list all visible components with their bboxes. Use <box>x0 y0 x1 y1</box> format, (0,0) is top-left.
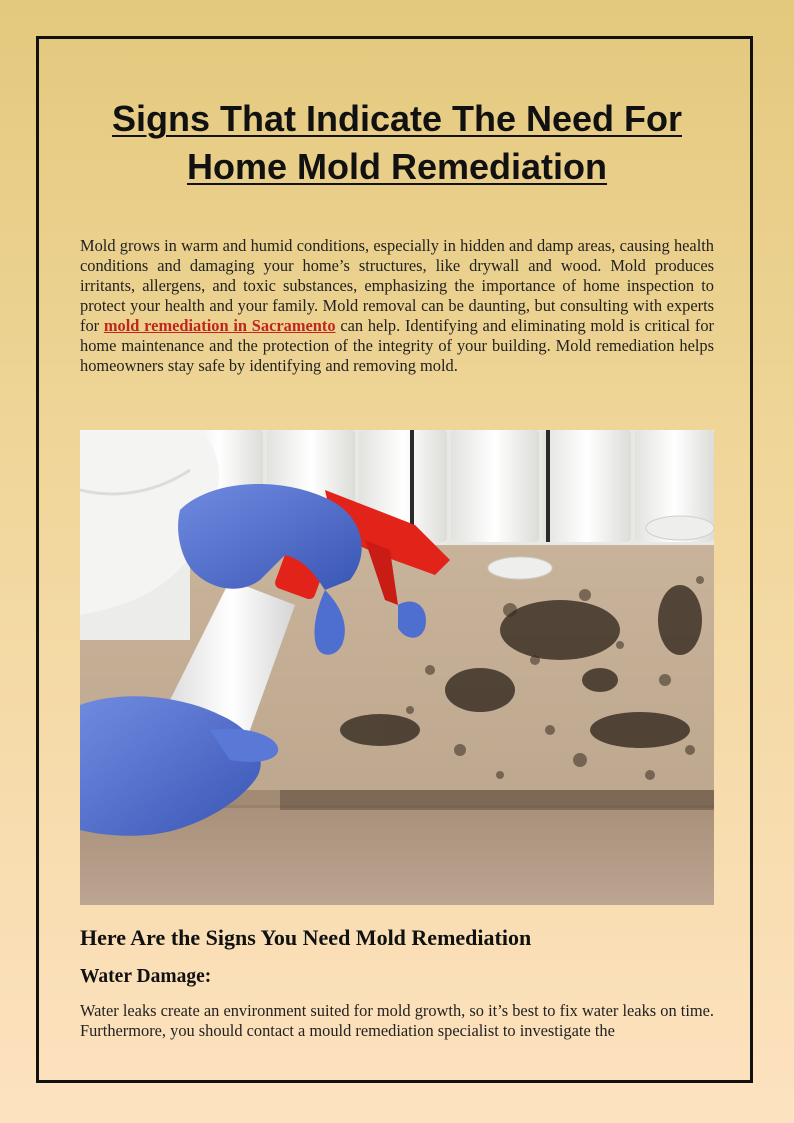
section-heading: Here Are the Signs You Need Mold Remediation <box>80 925 532 950</box>
intro-paragraph <box>80 236 714 376</box>
subsection-heading: Water Damage: <box>80 966 212 987</box>
page-title: Signs That Indicate The Need For Home Mold Remediation <box>111 98 683 187</box>
intro-text-start: Mold grows in warm and humid conditions, especially in hidden and damp areas, causing health conditions and damaging your home’s structures, like drywall and wood. Mold produces irritants, allergens, and toxic substances, emphasizing the importance of home inspection to protect your health and your family. Mold removal can be daunting, but consulting with experts for <box>80 236 714 335</box>
mold-remediation-link[interactable]: mold remediation in Sacramento <box>103 316 336 335</box>
mold-spraying-photo <box>80 430 714 905</box>
subsection-paragraph: Water leaks create an environment suited for mold growth, so it’s best to fix water leaks on time. Furthermore, you should contact a mould remediation specialist to investigate the <box>80 1001 714 1040</box>
intro-text-end: can help. Identifying and eliminating mold is critical for home maintenance and the protection of the integrity of your building. Mold remediation helps homeowners stay safe by identifying and removing mold. <box>80 316 714 375</box>
